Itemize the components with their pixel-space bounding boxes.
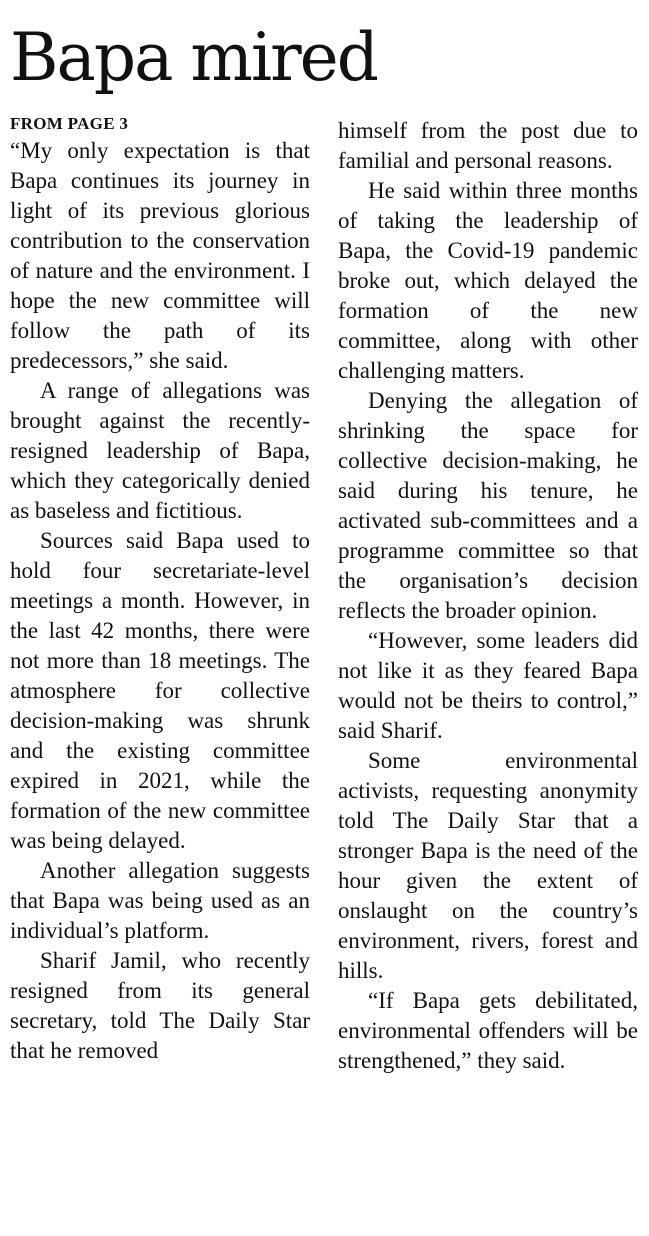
paragraph: A range of allegations was brought against the recently-resigned leadership of Bapa, which they categorically denied as baseless and fictitious. <box>10 378 310 523</box>
paragraph: He said within three months of taking the leadership of Bapa, the Covid-19 pandemic broke out, which delayed the formation of the new committee, along with other challenging matters. <box>338 178 638 383</box>
paragraph: Denying the allegation of shrinking the space for collective decision-making, he said during his tenure, he activated sub-committees and a programme committee so that the organisation’s decision reflects the broader opinion. <box>338 388 638 623</box>
kicker: FROM PAGE 3 <box>10 114 129 133</box>
paragraph: Another allegation suggests that Bapa was being used as an individual’s platform. <box>10 858 310 943</box>
headline: Bapa mired <box>10 19 377 96</box>
left-column <box>10 112 310 1066</box>
paragraph: Some environmental activists, requesting anonymity told The Daily Star that a stronger Bapa is the need of the hour given the extent of onslaught on the country’s environment, rivers, forest and hills. <box>338 748 638 983</box>
right-column <box>338 116 638 1076</box>
paragraph: himself from the post due to familial and personal reasons. <box>338 118 638 173</box>
paragraph: “If Bapa gets debilitated, environmental offenders will be strengthened,” they said. <box>338 988 638 1073</box>
paragraph: Sources said Bapa used to hold four secretariate-level meetings a month. However, in the last 42 months, there were not more than 18 meetings. The atmosphere for collective decision-making was shrunk and the existing committee expired in 2021, while the formation of the new committee was being delayed. <box>10 528 310 853</box>
paragraph: “My only expectation is that Bapa continues its journey in light of its previous glorious contribution to the conservation of nature and the environment. I hope the new committee will follow the path of its predecessors,” she said. <box>10 138 310 373</box>
paragraph: “However, some leaders did not like it as they feared Bapa would not be theirs to control,” said Sharif. <box>338 628 638 743</box>
paragraph: Sharif Jamil, who recently resigned from its general secretary, told The Daily Star that he removed <box>10 948 310 1063</box>
